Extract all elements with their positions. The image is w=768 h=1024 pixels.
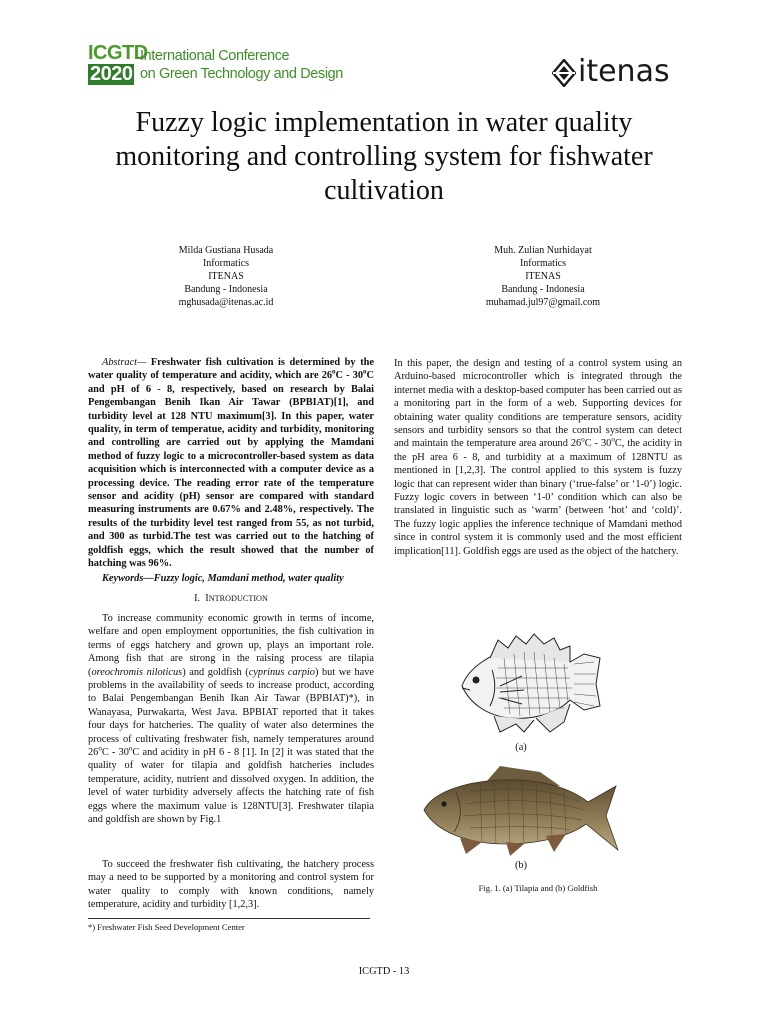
figure-caption: Fig. 1. (a) Tilapia and (b) Goldfish — [478, 883, 598, 893]
author-name: Muh. Zulian Nurhidayat — [494, 245, 592, 256]
author-location: Bandung - Indonesia — [184, 284, 268, 295]
abstract-text: C - 30 — [335, 370, 364, 382]
author-email: muhamad.jul97@gmail.com — [485, 297, 601, 308]
degree-symbol: o — [98, 744, 102, 753]
itenas-wordmark: itenas — [578, 54, 670, 89]
section-numeral: I. — [194, 593, 201, 604]
author-email: mghusada@itenas.ac.id — [178, 297, 274, 308]
introduction-paragraph-1: To increase community economic growth in terms of income, welfare and open employment opportunities, the fish cultivation in terms of eggs hatchery and grown up, plays an important role. Among fish that are strong in the raising process are tilapia (oreochromis niloticus) and goldfish (cyprinus carpio) but we have problems in the availability of seeds to increase product, according to Balai Pengembangan Benih Ikan Air Tawar (BPBIAT)*), in Wanayasa, Purwakarta, West Java. BPBIAT reported that it takes four days for hatcheries. The quality of water also determines the process of cultivating freshwater fish, namely temperatures around 26$^o$C - 30$^o$C and acidity in pH 6 - 8 [1]. In [2] it was stated that the quality of water for tilapia and goldfish hatcheries includes temperature, acidity, nutrient and dissolved oxygen. In addition, the level of water turbidity adversely affects the hatching rate of fish eggs where the maximum value is 128NTU[3]. Freshwater tilapia and goldfish are shown by Fig.1 — [88, 613, 375, 826]
section-heading — [88, 593, 374, 604]
author-institution: ITENAS — [208, 271, 244, 282]
degree-symbol: o — [363, 367, 367, 376]
author-block-2 — [428, 244, 658, 309]
itenas-logo — [552, 56, 682, 92]
conference-name-line2: on Green Technology and Design — [140, 66, 343, 82]
conference-logo-mark — [88, 42, 148, 85]
degree-symbol: o — [611, 436, 615, 444]
author-department: Informatics — [202, 258, 250, 269]
conference-name — [140, 47, 343, 83]
author-institution: ITENAS — [525, 271, 561, 282]
goldfish-illustration — [420, 762, 622, 858]
section-title-initial: I — [205, 593, 209, 604]
figure-label-b: (b) — [514, 860, 528, 871]
logo-year: 2020 — [90, 63, 133, 85]
conference-name-line1: International Conference — [140, 48, 290, 64]
degree-symbol: o — [581, 436, 585, 444]
paper-title: Fuzzy logic implementation in water quality monitoring and controlling system for fishwater cultivation — [115, 107, 653, 206]
footnote: *) Freshwater Fish Seed Development Center — [88, 922, 245, 932]
author-block-1 — [111, 244, 341, 309]
author-location: Bandung - Indonesia — [501, 284, 585, 295]
itenas-mark-icon — [552, 59, 576, 87]
section-title-rest: NTRODUCTION — [208, 594, 268, 603]
degree-symbol: o — [128, 744, 133, 753]
footnote-divider — [88, 918, 370, 919]
author-department: Informatics — [519, 258, 567, 269]
species-name: cyprinus carpio — [248, 666, 315, 678]
abstract-label: Abstract — [102, 357, 138, 368]
figure-label-a: (a) — [515, 742, 527, 753]
keywords: Keywords—Fuzzy logic, Mamdani method, water quality — [102, 573, 344, 584]
species-name: oreochromis niloticus — [91, 666, 183, 678]
conference-logo — [88, 42, 343, 87]
introduction-paragraph-2: To succeed the freshwater fish cultivating, the hatchery process may a need to be supported by a monitoring and control system for water quality to comply with known conditions, namely temperature, acidity and turbidity [1,2,3]. — [88, 859, 374, 911]
abstract-text: Freshwater fish cultivation is determined by the water quality of temperature and acidity, which are 26 — [88, 357, 374, 382]
page-number: ICGTD - 13 — [358, 966, 410, 977]
degree-symbol: o — [332, 367, 336, 376]
tilapia-illustration — [454, 628, 604, 738]
right-column-paragraph: In this paper, the design and testing of a control system using an Arduino-based microcontroller which is integrated through the internet media with a desktop-based computer has been carried out as a monitoring part in the form of a web. Supporting devices for obtaining water quality conditions are temperature sensors, acidity sensors and turbidity sensors so that the control system can detect and maintain the temperature area around 26$^o$C - 30$^o$C, the acidity in the pH area 6 - 8, and turbidity at a maximum of 128NTU as mentioned in [1,2,3]. The control applied to this system is fuzzy logic that can represent wider than binary (‘true-false’ or ‘1-0’) logic. Fuzzy logic covers in between ‘1-0’ condition which can also be translated in linguistic such as ‘warm’ (between ‘hot’ and ‘cold)’. The fuzzy logic applies the inference technique of Mamdani method since in control system it is commonly used and the most efficient implication[11]. Goldfish eggs are used as the object of the hatchery. — [394, 358, 683, 557]
abstract-text: C and pH of 6 - 8, respectively, based on research by Balai Pengembangan Benih Ikan Air Tawar (BPBIAT)[1], and turbidity level at 128 NTU maximum[3]. In this paper, water quality, in term of temperatue, acidity and turbidity, monitoring and controlling are carried out by applying the Mamdani method of fuzzy logic to a microcontroller-based system as data acquisition which is interconnected with a computer device as a processing device. The reading error rate of the temperature sensor and acidity (pH) sensor are compared with standard measuring instruments are 0.67% and 2.48%, respectively. The results of the turbidity level test ranged from 55, as not turbid, and 300 as turbid.The test was carried out to the hatching of goldfish eggs, which the result showed that the number of hatching was 96%. — [88, 370, 374, 570]
author-name: Milda Gustiana Husada — [178, 245, 274, 256]
logo-acronym: ICGTD — [88, 42, 148, 64]
abstract: Abstract— Freshwater fish cultivation is determined by the water quality of temperature and acidity, which are 26$^o$C - 30$^o$C and pH of 6 - 8, respectively, based on research by Balai Pengembangan Benih Ikan Air Tawar (BPBIAT)[1], and turbidity level at 128 NTU maximum[3]. In this paper, water quality, in term of temperatue, acidity and turbidity, monitoring and controlling are carried out by applying the Mamdani method of fuzzy logic to a microcontroller-based system as data acquisition which is interconnected with a computer device as a processing device. The reading error rate of the temperature sensor and acidity (pH) sensor are compared with standard measuring instruments are 0.67% and 2.48%, respectively. The results of the turbidity level test ranged from 55, as not turbid, and 300 as turbid.The test was carried out to the hatching of goldfish eggs, which the result showed that the number of hatching was 96%. — [88, 357, 374, 570]
